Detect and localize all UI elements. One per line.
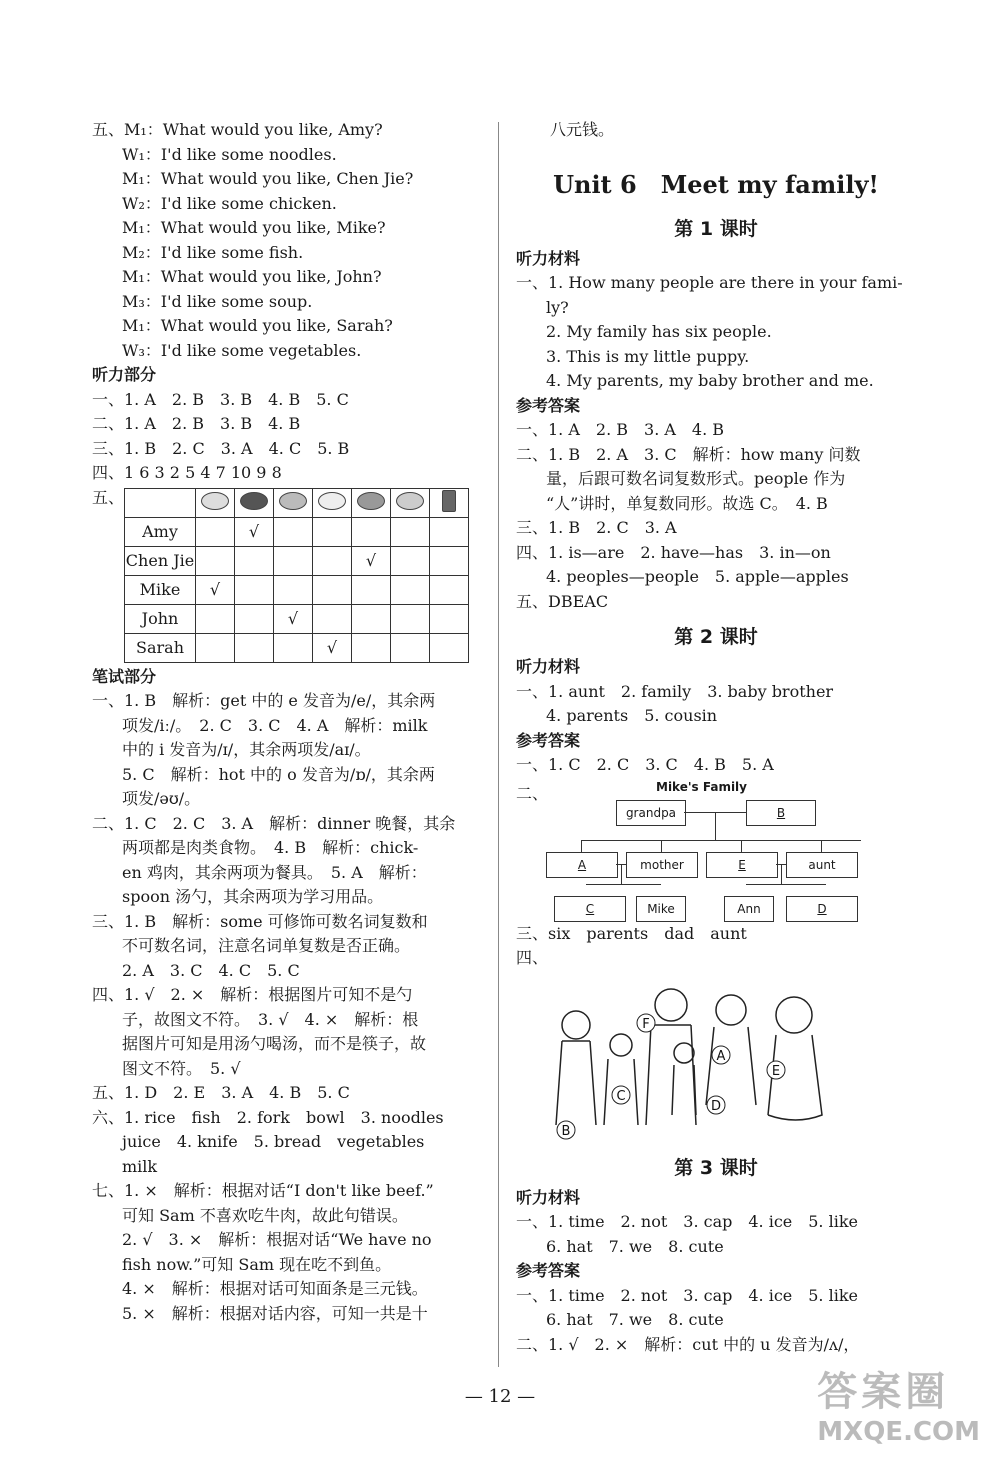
tree-blank-e: E	[706, 852, 778, 878]
answer-line: fish now.”可知 Sam 现在吃不到鱼。	[122, 1254, 392, 1274]
watermark-text: 答案圈	[817, 1369, 950, 1415]
lesson-3-title: 第 3 课时	[674, 1156, 758, 1179]
answer-line: 五、1. D 2. E 3. A 4. B 5. C	[92, 1083, 350, 1102]
picture-label-c: C	[616, 1088, 626, 1104]
answer-line: 4. peoples—people 5. apple—apples	[546, 567, 849, 586]
answer-line: 二、1. C 2. C 3. A 解析：dinner 晚餐，其余	[92, 813, 456, 833]
answer-line: juice 4. knife 5. bread vegetables	[122, 1132, 425, 1151]
table-cell	[391, 604, 430, 633]
answer-line: 可知 Sam 不喜欢吃牛肉，故此句错误。	[122, 1205, 408, 1225]
listen-line: 一、1. How many people are there in your fami-	[516, 273, 903, 292]
listen-line: 4. My parents, my baby brother and me.	[546, 371, 874, 390]
lesson-1-listen	[516, 271, 916, 394]
answer-line: 七、1. × 解析：根据对话“I don't like beef.”	[92, 1181, 434, 1200]
dialogue-line: W₃：I'd like some vegetables.	[122, 340, 362, 360]
table-cell	[391, 633, 430, 662]
table-cell	[430, 633, 469, 662]
tree-blank-b: B	[746, 800, 816, 826]
family-picture	[546, 975, 836, 1145]
answer-line: “人”讲时，单复数同形。故选 C。 4. B	[546, 493, 828, 513]
lesson-1-answers-heading: 参考答案	[516, 395, 581, 415]
dialogue-line: W₁：I'd like some noodles.	[122, 144, 337, 164]
written-answers	[92, 689, 484, 1326]
listen-line: 6. hat 7. we 8. cute	[546, 1236, 724, 1256]
row-name: Amy	[125, 517, 196, 546]
table-cell	[430, 604, 469, 633]
answer-line: 项发/əʊ/。	[122, 789, 201, 808]
table-cell	[274, 517, 313, 546]
answer-line: 不可数名词，注意名词单复数是否正确。	[122, 936, 411, 955]
table-row	[125, 546, 469, 575]
lesson-2-answers-heading: 参考答案	[516, 730, 581, 750]
table-cell	[235, 546, 274, 575]
table-row	[125, 604, 469, 633]
family-tree	[546, 779, 876, 922]
answer-line: 5. × 解析：根据对话内容，可知一共是十	[122, 1303, 428, 1323]
aunt-box: aunt	[786, 852, 858, 878]
answer-line: 四、1 6 3 2 5 4 7 10 9 8	[92, 463, 282, 482]
dialogue-line: M₁：What would you like, Sarah?	[122, 316, 393, 335]
row-name: Mike	[125, 575, 196, 604]
answer-line: 五、DBEAC	[516, 591, 609, 611]
answer-line: 三、1. B 解析：some 可修饰可数名词复数和	[92, 911, 428, 931]
table-cell: √	[235, 517, 274, 546]
dialogue-line: M₁：What would you like, Mike?	[122, 218, 386, 237]
table-cell	[352, 633, 391, 662]
lesson-2-answer-4-label: 四、	[516, 948, 549, 967]
dialogue-line: M₁：What would you like, Chen Jie?	[122, 169, 414, 188]
lesson-2-answer-1: 一、1. C 2. C 3. C 4. B 5. A	[516, 755, 774, 774]
food-table-body	[125, 517, 469, 662]
answer-line: 一、1. A 2. B 3. B 4. B 5. C	[92, 389, 349, 409]
table-cell	[352, 517, 391, 546]
table-row	[125, 575, 469, 604]
noodles-icon	[240, 492, 268, 510]
table-cell	[274, 546, 313, 575]
answer-line: 4. × 解析：根据对话可知面条是三元钱。	[122, 1279, 428, 1298]
answer-line: 项发/iː/。 2. C 3. C 4. A 解析：milk	[122, 715, 428, 735]
column-divider	[498, 122, 499, 1367]
tree-blank-a: A	[546, 852, 618, 878]
dialogue-block	[92, 118, 484, 363]
answer-line: 量，后跟可数名词复数形式。people 作为	[546, 469, 846, 488]
table-cell	[196, 517, 235, 546]
listen-heading: 听力部分	[92, 365, 157, 384]
answer-line: 六、1. rice fish 2. fork bowl 3. noodles	[92, 1107, 444, 1127]
table-cell	[196, 633, 235, 662]
dialogue-line: M₁：What would you like, John?	[122, 267, 382, 286]
table-cell	[196, 604, 235, 633]
mike-box: Mike	[636, 896, 686, 922]
row-name: Chen Jie	[125, 546, 196, 575]
tree-label: 二、	[516, 783, 549, 803]
tree-blank-d: D	[786, 896, 858, 922]
table-cell	[313, 546, 352, 575]
table-cell	[430, 546, 469, 575]
answer-line: 6. hat 7. we 8. cute	[546, 1310, 724, 1329]
row-name: John	[125, 604, 196, 633]
family-tree-block	[516, 779, 916, 922]
lesson-3-listen	[516, 1210, 916, 1259]
picture-label-e: E	[771, 1063, 781, 1079]
lesson-2-listen	[516, 680, 916, 729]
listen-line: 3. This is my little puppy.	[546, 346, 750, 366]
row-name: Sarah	[125, 633, 196, 662]
table-cell	[235, 604, 274, 633]
lesson-1-answers	[516, 418, 916, 614]
listen-line: 一、1. time 2. not 3. cap 4. ice 5. like	[516, 1212, 859, 1231]
table-cell	[313, 575, 352, 604]
fish-icon	[201, 492, 229, 510]
table-cell	[274, 633, 313, 662]
unit-title: Unit 6 Meet my family!	[553, 169, 879, 199]
tree-blank-c: C	[554, 896, 626, 922]
table-cell	[196, 546, 235, 575]
grandpa-box: grandpa	[616, 800, 686, 826]
chicken-icon	[357, 492, 385, 510]
answer-line: 三、1. B 2. C 3. A 4. C 5. B	[92, 438, 350, 458]
table-cell: √	[352, 546, 391, 575]
table-cell: √	[196, 575, 235, 604]
table-cell	[235, 633, 274, 662]
table-cell	[430, 575, 469, 604]
picture-label-b: B	[561, 1123, 571, 1139]
soup-icon	[279, 492, 307, 510]
table-cell	[235, 575, 274, 604]
table-cell	[352, 604, 391, 633]
lesson-2-listen-heading: 听力材料	[516, 657, 581, 676]
answer-line: 二、1. A 2. B 3. B 4. B	[92, 414, 301, 433]
dialogue-line: M₂：I'd like some fish.	[122, 242, 304, 262]
continued-text: 八元钱。	[550, 120, 615, 139]
dialogue-line: 五、M₁：What would you like, Amy?	[92, 120, 383, 139]
lesson-1-title: 第 1 课时	[674, 217, 758, 240]
tree-title: Mike's Family	[656, 779, 747, 794]
table-cell	[313, 604, 352, 633]
bread-icon	[396, 492, 424, 510]
table-cell	[391, 546, 430, 575]
picture-label-a: A	[716, 1048, 726, 1064]
table-cell	[274, 575, 313, 604]
table-cell	[313, 517, 352, 546]
listen-line: ly?	[546, 297, 569, 317]
lesson-2-answer-3: 三、six parents dad aunt	[516, 923, 747, 943]
watermark-logo	[817, 1360, 980, 1447]
answer-line: en 鸡肉，其余两项为餐具。 5. A 解析：	[122, 862, 427, 882]
ann-box: Ann	[724, 896, 774, 922]
answer-line: 5. C 解析：hot 中的 o 发音为/ɒ/，其余两	[122, 764, 435, 784]
food-table-block: 五、 Amy √ Chen Jie √ Mike √ John √ Sarah √	[92, 486, 484, 665]
dialogue-line: W₂：I'd like some chicken.	[122, 193, 337, 213]
answer-line: milk	[122, 1156, 158, 1176]
listen-line: 一、1. aunt 2. family 3. baby brother	[516, 681, 834, 701]
answer-line: 2. √ 3. × 解析：根据对话“We have no	[122, 1230, 432, 1249]
lesson-2-title: 第 2 课时	[674, 626, 758, 648]
answer-line: 四、1. √ 2. × 解析：根据图片可知不是勺	[92, 985, 413, 1004]
picture-label-d: D	[710, 1098, 722, 1114]
listen-line: 4. parents 5. cousin	[546, 706, 718, 725]
juice-icon	[442, 490, 456, 512]
table-cell	[430, 517, 469, 546]
table-cell: √	[274, 604, 313, 633]
answer-line: 2. A 3. C 4. C 5. C	[122, 960, 300, 980]
table-cell	[391, 517, 430, 546]
lesson-3-answers	[516, 1284, 916, 1358]
answer-line: 中的 i 发音为/ɪ/，其余两项发/aɪ/。	[122, 740, 371, 759]
answer-line: 一、1. A 2. B 3. A 4. B	[516, 420, 725, 439]
food-table	[124, 488, 469, 663]
lesson-3-listen-heading: 听力材料	[516, 1187, 581, 1207]
dialogue-line: M₃：I'd like some soup.	[122, 291, 313, 311]
mother-box: mother	[626, 852, 698, 878]
table-row	[125, 517, 469, 546]
written-heading: 笔试部分	[92, 666, 157, 686]
answer-line: 两项都是肉类食物。 4. B 解析：chick-	[122, 838, 419, 857]
lesson-1-listen-heading: 听力材料	[516, 248, 581, 268]
answer-line: 二、1. √ 2. × 解析：cut 中的 u 发音为/ʌ/，	[516, 1334, 860, 1354]
answer-line: 一、1. time 2. not 3. cap 4. ice 5. like	[516, 1285, 859, 1305]
answer-line: 图文不符。 5. √	[122, 1058, 241, 1078]
answer-line: 四、1. is—are 2. have—has 3. in—on	[516, 542, 831, 562]
picture-label-f: F	[642, 1016, 650, 1032]
table-row	[125, 633, 469, 662]
listen-line: 2. My family has six people.	[546, 322, 772, 341]
answer-line: spoon 汤勺，其余两项为学习用品。	[122, 887, 384, 906]
table-cell	[352, 575, 391, 604]
left-column	[92, 118, 484, 1326]
table-cell: √	[313, 633, 352, 662]
page-number: — 12 —	[464, 1386, 536, 1407]
picture-labels	[557, 1014, 785, 1139]
answer-line: 据图片可知是用汤勺喝汤，而不是筷子，故	[122, 1034, 427, 1053]
answer-line: 三、1. B 2. C 3. A	[516, 518, 677, 537]
answer-line: 二、1. B 2. A 3. C 解析：how many 问数	[516, 444, 861, 464]
lesson-3-answers-heading: 参考答案	[516, 1261, 581, 1280]
answer-line: 一、1. B 解析：get 中的 e 发音为/e/，其余两	[92, 691, 436, 710]
food-icon-row	[125, 488, 469, 517]
vegetables-icon	[318, 492, 346, 510]
answer-line: 子，故图文不符。 3. √ 4. × 解析：根	[122, 1009, 419, 1029]
listen-answers	[92, 388, 484, 486]
table-cell	[391, 575, 430, 604]
right-column	[516, 118, 916, 1357]
family-illustration	[546, 975, 836, 1145]
watermark-url: MXQE.COM	[817, 1417, 980, 1447]
